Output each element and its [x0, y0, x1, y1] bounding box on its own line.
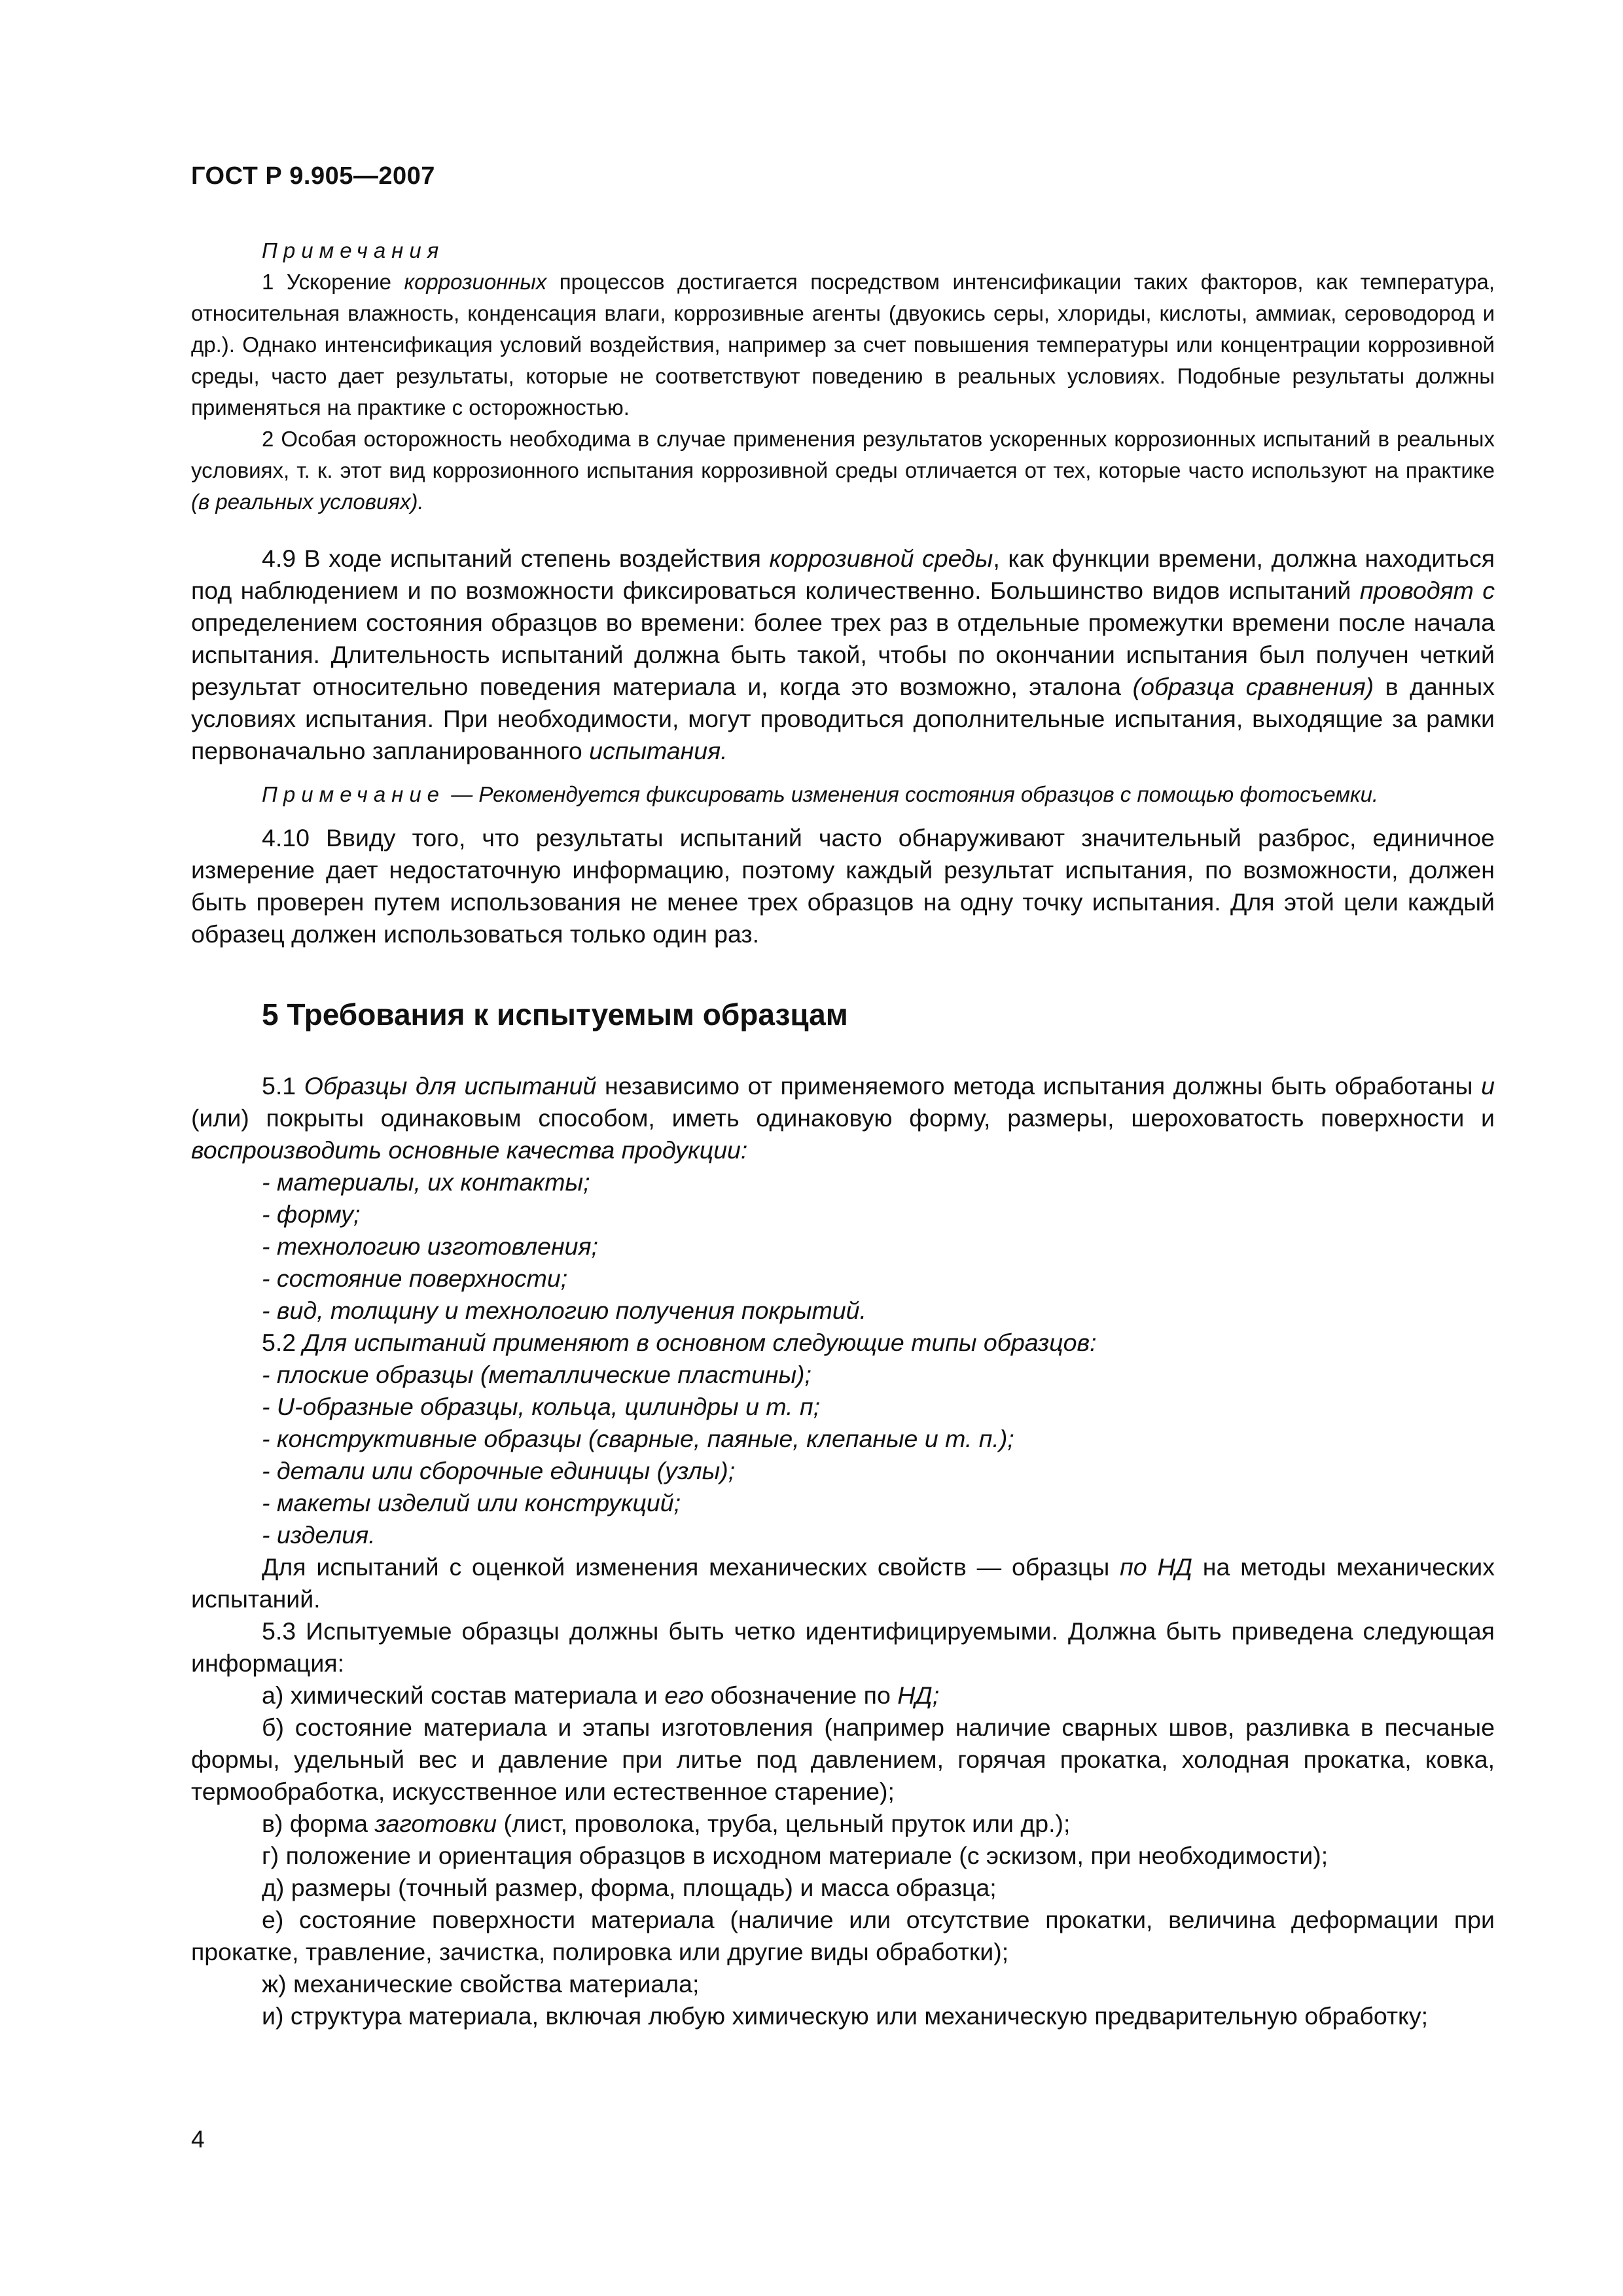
paragraph-5-1: 5.1 Образцы для испытаний независимо от применяемого метода испытания должны быть обработаны и (или) покрыты одинаковым способом, иметь одинаковую форму, размеры, шероховатость поверхности и воспроизводить основные качества продукции:	[191, 1072, 1495, 1164]
document-code-header: ГОСТ Р 9.905—2007	[191, 162, 435, 190]
list-item: - U-образные образцы, кольца, цилиндры и т. п;	[262, 1393, 821, 1420]
notes-heading: Примечания	[262, 238, 445, 262]
list-item: - материалы, их контакты;	[262, 1168, 590, 1196]
item-a: а) химический состав материала и его обозначение по НД;	[262, 1681, 940, 1709]
item-zh: ж) механические свойства материала;	[262, 1970, 700, 1998]
main-body	[191, 543, 1495, 2032]
list-item: - технологию изготовления;	[262, 1232, 598, 1260]
list-item: - форму;	[262, 1200, 361, 1228]
list-item: - состояние поверхности;	[262, 1265, 568, 1292]
list-item: - детали или сборочные единицы (узлы);	[262, 1457, 736, 1484]
item-b: б) состояние материала и этапы изготовления (например наличие сварных швов, разливка в песчаные формы, удельный вес и давление при литье под давлением, горячая прокатка, холодная прокатка, ковка, термообработка, искусственное или естественное старение);	[191, 1713, 1495, 1805]
list-item: - изделия.	[262, 1521, 376, 1549]
item-e: е) состояние поверхности материала (наличие или отсутствие прокатки, величина деформации при прокатке, травление, зачистка, полировка или другие виды обработки);	[191, 1906, 1495, 1965]
item-v: в) форма заготовки (лист, проволока, труба, цельный пруток или др.);	[262, 1810, 1071, 1837]
paragraph-mechanical: Для испытаний с оценкой изменения механических свойств — образцы по НД на методы механических испытаний.	[191, 1553, 1495, 1613]
document-page	[191, 162, 1495, 2032]
note-item-1: 1 Ускорение коррозионных процессов достигается посредством интенсификации таких факторов, как температура, относительная влажность, конденсация влаги, коррозивные агенты (двуокись серы, хлориды, кислоты, аммиак, сероводород и др.). Однако интенсификация условий воздействия, например за счет повышения температуры или концентрации коррозивной среды, часто дает результаты, которые не соответствуют поведению в реальных условиях. Подобные результаты должны применяться на практике с осторожностью.	[191, 270, 1495, 420]
item-g: г) положение и ориентация образцов в исходном материале (с эскизом, при необходимости);	[262, 1842, 1329, 1869]
section-5-title: 5 Требования к испытуемым образцам	[262, 997, 848, 1031]
list-5-2	[191, 1359, 1495, 1551]
list-item: - макеты изделий или конструкций;	[262, 1489, 681, 1516]
note-item-2: 2 Особая осторожность необходима в случае применения результатов ускоренных коррозионных испытаний в реальных условиях, т. к. этот вид коррозионного испытания коррозивной среды отличается от тех, которые часто используют на практике (в реальных условиях).	[191, 427, 1495, 514]
list-item: - плоские образцы (металлические пластины);	[262, 1361, 812, 1388]
item-i: и) структура материала, включая любую химическую или механическую предварительную обработку;	[262, 2002, 1429, 2030]
page-number: 4	[191, 2126, 205, 2153]
notes-block	[191, 235, 1495, 518]
paragraph-5-2: 5.2 Для испытаний применяют в основном следующие типы образцов:	[262, 1329, 1097, 1356]
paragraph-5-3: 5.3 Испытуемые образцы должны быть четко идентифицируемыми. Должна быть приведена следующая информация:	[191, 1617, 1495, 1677]
list-5-1	[191, 1166, 1495, 1327]
list-item: - конструктивные образцы (сварные, паяные, клепаные и т. п.);	[262, 1425, 1014, 1452]
paragraph-4-9: 4.9 В ходе испытаний степень воздействия коррозивной среды, как функции времени, должна находиться под наблюдением и по возможности фиксироваться количественно. Большинство видов испытаний проводят с определением состояния образцов во времени: более трех раз в отдельные промежутки времени после начала испытания. Длительность испытаний должна быть такой, чтобы по окончании испытания был получен четкий результат относительно поведения материала и, когда это возможно, эталона (образца сравнения) в данных условиях испытания. При необходимости, могут проводиться дополнительные испытания, выходящие за рамки первоначально запланированного испытания.	[191, 545, 1495, 764]
item-d: д) размеры (точный размер, форма, площадь) и масса образца;	[262, 1874, 997, 1901]
paragraph-4-10: 4.10 Ввиду того, что результаты испытаний часто обнаруживают значительный разброс, единичное измерение дает недостаточную информацию, поэтому каждый результат испытания, по возможности, должен быть проверен путем использования не менее трех образцов на одну точку испытания. Для этой цели каждый образец должен использоваться только один раз.	[191, 824, 1495, 948]
list-item: - вид, толщину и технологию получения покрытий.	[262, 1297, 866, 1324]
note-4-9: Примечание — Рекомендуется фиксировать изменения состояния образцов с помощью фотосъемки.	[262, 782, 1379, 806]
